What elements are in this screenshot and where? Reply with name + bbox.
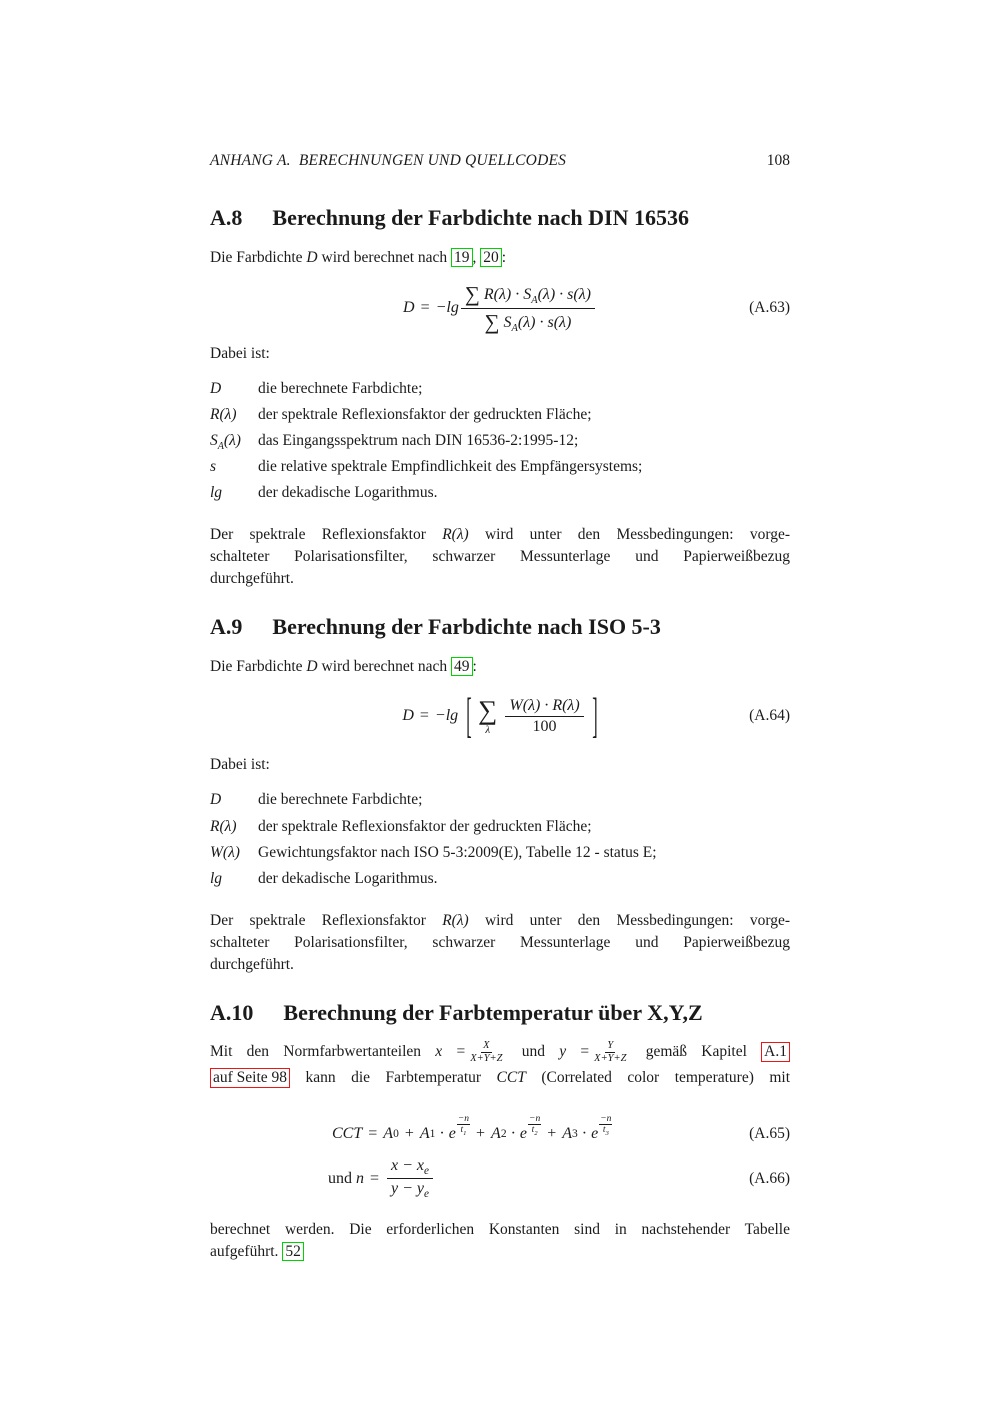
section-number: A.9 [210, 614, 243, 640]
minus-lg: −lg [434, 707, 459, 725]
text-line: auf Seite 98 kann die Farbtemperatur CCT (Correlated color temperature) mit [210, 1065, 790, 1091]
var-e: e [591, 1124, 599, 1142]
sum-symbol: ∑ [484, 309, 500, 334]
section-heading-a9 [210, 613, 790, 641]
citation-link-20[interactable]: 20 [480, 248, 502, 267]
definition-symbol: $S_A(\lambda)$ [210, 432, 241, 453]
equals-sign: = [456, 1042, 466, 1060]
text-line: schalteter Polarisationsfilter, schwarzer Messunterlage und Papierweißbezug [210, 548, 790, 566]
var-a1: A [419, 1124, 430, 1142]
exponent-fraction: −n $t_2$ [529, 1114, 541, 1138]
text: Die Farbdichte [210, 249, 307, 266]
inline-fraction-y: $\frac{Y}{X+Y+Z}$ [594, 1039, 627, 1064]
sum-symbol: ∑ [464, 281, 480, 306]
page-reference-link-seite-98[interactable]: auf Seite 98 [210, 1068, 290, 1088]
definition-text: der dekadische Logarithmus. [258, 869, 438, 887]
fraction [461, 282, 595, 335]
dot-operator: · [439, 1124, 445, 1142]
definition-symbol: D [210, 380, 222, 397]
equation-a66 [210, 1157, 790, 1201]
text-line: Mit den Normfarbwertanteilen x = $\frac{X}{X+Y+Z}$ und y = $\frac{Y}{X+Y+Z}$ gemäß Kapitel A.1 [210, 1039, 790, 1065]
var-d: D [306, 658, 318, 676]
equals-sign: = [580, 1042, 590, 1060]
var-cct: CCT [496, 1068, 526, 1086]
subscript-a: A [531, 294, 538, 306]
dabei-ist-label: Dabei ist: [210, 756, 270, 774]
left-bracket: [ [466, 688, 472, 743]
citation-link-52[interactable]: 52 [282, 1242, 304, 1261]
fraction [505, 697, 583, 736]
definition-text: der spektrale Reflexionsfaktor der gedruckten Fläche; [258, 406, 592, 424]
definition-row [210, 483, 790, 509]
section-title: Berechnung der Farbtemperatur über X,Y,Z [283, 999, 703, 1025]
dot-operator: · [581, 1124, 588, 1142]
plus-sign: + [404, 1124, 414, 1142]
var-y: y [559, 1042, 567, 1060]
equals-sign: = [368, 1124, 378, 1142]
definition-row [210, 405, 790, 431]
equals-sign: = [419, 707, 429, 725]
definition-text: Gewichtungsfaktor nach ISO 5-3:2009(E), Tabelle 12 - status E; [258, 843, 657, 861]
definition-symbol: D [210, 791, 222, 809]
dot-operator: · [510, 1124, 516, 1142]
definition-row [210, 843, 790, 869]
math-text: R(λ) · S [483, 285, 532, 303]
text: wird berechnet nach [317, 658, 452, 676]
a9-definition-list [210, 790, 790, 894]
citation-link-19[interactable]: 19 [451, 248, 473, 267]
equation-a63 [210, 280, 790, 336]
exponent-fraction: −n $t_1$ [457, 1114, 470, 1138]
text-line: aufgeführt. 52 [210, 1241, 790, 1263]
sum-with-lambda [478, 694, 498, 736]
chapter-reference-link-a1[interactable]: A.1 [761, 1042, 790, 1062]
section-title: Berechnung der Farbdichte nach ISO 5-3 [272, 614, 661, 640]
definition-text: die relative spektrale Empfindlichkeit des Empfängersystems; [258, 458, 643, 476]
definition-text: der dekadische Logarithmus. [258, 484, 438, 502]
var-x: x [435, 1042, 443, 1060]
a8-definition-list [210, 379, 790, 509]
definition-symbol: R(λ) [210, 817, 237, 835]
text-line: schalteter Polarisationsfilter, schwarzer Messunterlage und Papierweißbezug [210, 933, 790, 951]
text-line: durchgeführt. [210, 570, 294, 588]
text: : [472, 658, 477, 676]
definition-symbol: s [210, 458, 217, 476]
var-a2: A [491, 1124, 501, 1142]
equation-a65: CCT = A 0 + A 1 · e −n $t_1$ + A 2 · e −n $t_2$ + A 3 · e −n $t_3$ (A.65) [332, 1114, 790, 1142]
definition-row [210, 379, 790, 405]
text-line: Der spektrale Reflexionsfaktor R(λ) wird unter den Messbedingungen: vorge- [210, 526, 790, 544]
definition-text: der spektrale Reflexionsfaktor der gedruckten Fläche; [258, 817, 592, 835]
text-line: durchgeführt. [210, 955, 294, 973]
inline-fraction-x: $\frac{X}{X+Y+Z}$ [470, 1039, 503, 1064]
var-n: n [356, 1169, 364, 1187]
text: Die Farbdichte [210, 658, 307, 676]
text: : [501, 249, 507, 266]
var-d: D [402, 707, 414, 725]
a10-intro-paragraph [210, 1039, 790, 1091]
definition-text: das Eingangsspektrum nach DIN 16536-2:1995-12; [258, 432, 579, 450]
definition-symbol: R(λ) [210, 406, 237, 424]
a9-intro-paragraph [210, 657, 790, 677]
subscript-a: A [511, 322, 518, 334]
exponent-fraction: −n $t_3$ [600, 1114, 612, 1138]
equation-label: (A.63) [749, 299, 790, 316]
text: wird berechnet nach [317, 249, 452, 266]
var-d: D [403, 299, 415, 316]
right-bracket: ] [591, 688, 598, 743]
sum-symbol: ∑ [478, 694, 498, 725]
math-text: S [503, 313, 512, 331]
var-a0: A [383, 1124, 394, 1142]
math-text: (λ) · s(λ) [517, 313, 572, 331]
plus-sign: + [547, 1124, 557, 1142]
text: , [472, 249, 481, 266]
page-content [210, 0, 790, 1263]
definition-row [210, 817, 790, 843]
dabei-ist-label: Dabei ist: [210, 345, 270, 362]
var-d: D [306, 249, 318, 266]
definition-row [210, 790, 790, 816]
a8-intro-paragraph [210, 248, 790, 268]
equation-a64 [210, 685, 790, 747]
und-text: und [328, 1169, 352, 1187]
running-header [210, 152, 790, 170]
definition-text: die berechnete Farbdichte; [258, 380, 423, 397]
definition-text: die berechnete Farbdichte; [258, 791, 423, 809]
definition-row [210, 457, 790, 483]
definition-symbol: W(λ) [210, 843, 240, 861]
section-heading-a10 [210, 999, 790, 1027]
var-r-lambda: R(λ) [442, 526, 469, 544]
minus-lg: −lg [435, 299, 459, 316]
definition-row [210, 431, 790, 457]
fraction: $\frac{x - x_e}{y - y_e}$ [387, 1157, 433, 1200]
math-text: W(λ) · R(λ) [505, 697, 583, 717]
running-header-title: ANHANG A. BERECHNUNGEN UND QUELLCODES [210, 152, 567, 169]
equation-label: (A.64) [749, 707, 790, 725]
page-number: 108 [766, 152, 790, 169]
definition-row [210, 869, 790, 895]
definition-symbol: lg [210, 484, 223, 502]
sum-subscript-lambda: λ [485, 723, 491, 736]
plus-sign: + [476, 1124, 486, 1142]
var-e: e [448, 1124, 456, 1142]
var-a3: A [562, 1124, 573, 1142]
a9-note-paragraph [210, 910, 790, 976]
math-text: (λ) · s(λ) [537, 285, 591, 303]
var-e: e [519, 1124, 528, 1142]
section-number: A.10 [210, 999, 254, 1025]
math-text: 100 [532, 717, 557, 735]
var-cct: CCT [332, 1124, 363, 1142]
equals-sign: = [370, 1169, 380, 1187]
equation-label: (A.65) [749, 1124, 790, 1142]
section-number: A.8 [210, 205, 243, 230]
section-heading-a8 [210, 204, 790, 232]
definition-symbol: lg [210, 869, 223, 887]
equals-sign: = [420, 299, 430, 316]
section-title: Berechnung der Farbdichte nach DIN 16536 [272, 205, 689, 230]
a8-note-paragraph [210, 524, 790, 590]
equation-label: (A.66) [749, 1169, 790, 1187]
text-line: berechnet werden. Die erforderlichen Konstanten sind in nachstehender Tabelle [210, 1220, 790, 1238]
text-line: Der spektrale Reflexionsfaktor R(λ) wird unter den Messbedingungen: vorge- [210, 911, 790, 929]
citation-link-49[interactable]: 49 [451, 657, 473, 676]
var-r-lambda: R(λ) [442, 911, 469, 929]
a10-outro-paragraph [210, 1219, 790, 1263]
